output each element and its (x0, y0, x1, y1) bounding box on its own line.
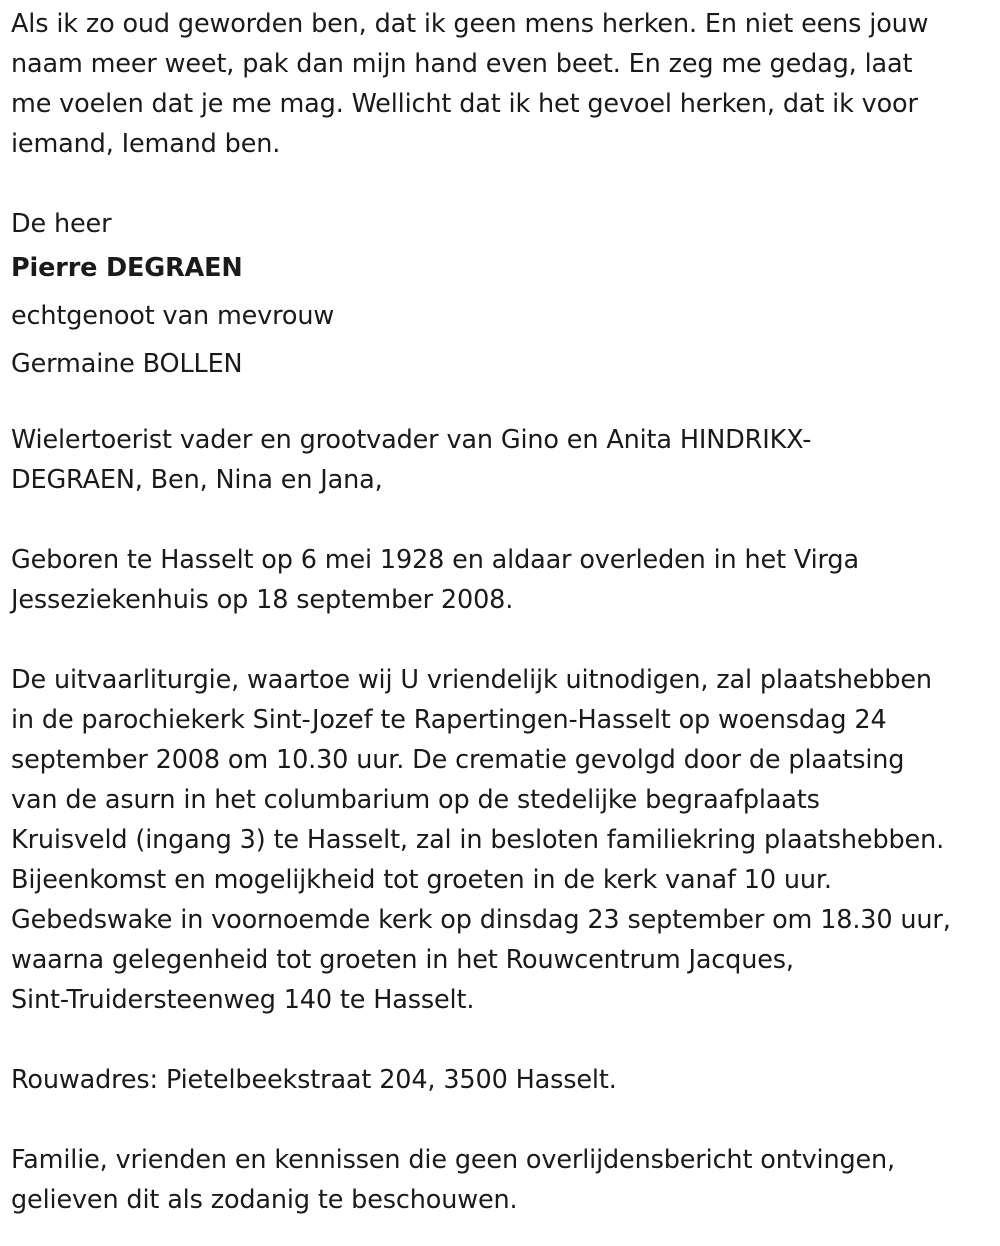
family-line: DEGRAEN, Ben, Nina en Jana, (11, 465, 383, 495)
closing-line: Familie, vrienden en kennissen die geen overlijdensbericht ontvingen, (11, 1145, 895, 1175)
poem-line: iemand, Iemand ben. (11, 129, 281, 159)
poem-line: me voelen dat je me mag. Wellicht dat ik het gevoel herken, dat ik voor (11, 89, 918, 119)
birth-death-line: Geboren te Hasselt op 6 mei 1928 en aldaar overleden in het Virga (11, 545, 859, 575)
poem-paragraph (11, 4, 993, 164)
funeral-paragraph (11, 660, 993, 1020)
birth-death-line: Jesseziekenhuis op 18 september 2008. (11, 585, 514, 615)
funeral-line: waarna gelegenheid tot groeten in het Rouwcentrum Jacques, (11, 945, 794, 975)
funeral-line: september 2008 om 10.30 uur. De crematie gevolgd door de plaatsing (11, 745, 905, 775)
funeral-line: in de parochiekerk Sint-Jozef te Rapertingen-Hasselt op woensdag 24 (11, 705, 887, 735)
funeral-line: van de asurn in het columbarium op de stedelijke begraafplaats (11, 785, 820, 815)
closing-paragraph (11, 1140, 993, 1220)
funeral-line: Gebedswake in voornoemde kerk op dinsdag 23 september om 18.30 uur, (11, 905, 951, 935)
deceased-name: Pierre DEGRAEN (11, 253, 243, 283)
spouse-intro: echtgenoot van mevrouw (11, 301, 335, 331)
spouse-name: Germaine BOLLEN (11, 349, 243, 379)
paragraph-spacer (11, 1020, 993, 1060)
funeral-line: Bijeenkomst en mogelijkheid tot groeten in de kerk vanaf 10 uur. (11, 865, 832, 895)
death-notice (11, 4, 993, 1220)
family-paragraph (11, 420, 993, 500)
paragraph-spacer (11, 1100, 993, 1140)
salutation: De heer (11, 209, 112, 239)
paragraph-spacer (11, 164, 993, 204)
paragraph-spacer (11, 388, 993, 420)
funeral-line: Sint-Truidersteenweg 140 te Hasselt. (11, 985, 475, 1015)
paragraph-spacer (11, 500, 993, 540)
family-line: Wielertoerist vader en grootvader van Gino en Anita HINDRIKX- (11, 425, 812, 455)
closing-line: gelieven dit als zodanig te beschouwen. (11, 1185, 518, 1215)
poem-line: Als ik zo oud geworden ben, dat ik geen mens herken. En niet eens jouw (11, 9, 929, 39)
poem-line: naam meer weet, pak dan mijn hand even beet. En zeg me gedag, laat (11, 49, 913, 79)
mourning-address: Rouwadres: Pietelbeekstraat 204, 3500 Hasselt. (11, 1065, 617, 1095)
funeral-line: De uitvaarliturgie, waartoe wij U vriendelijk uitnodigen, zal plaatshebben (11, 665, 932, 695)
funeral-line: Kruisveld (ingang 3) te Hasselt, zal in besloten familiekring plaatshebben. (11, 825, 945, 855)
birth-death-paragraph (11, 540, 993, 620)
deceased-block (11, 204, 993, 388)
paragraph-spacer (11, 620, 993, 660)
